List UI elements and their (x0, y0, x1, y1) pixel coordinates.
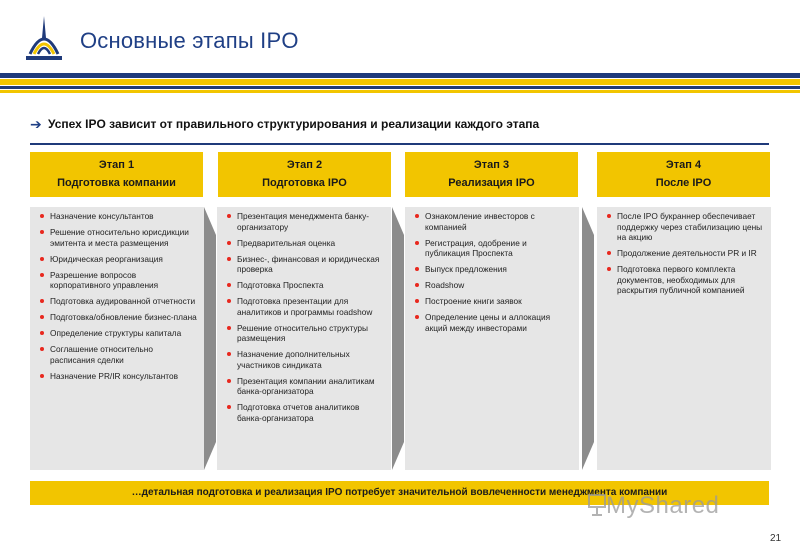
stage-title: После IPO (655, 177, 712, 189)
watermark: MyShared (606, 492, 720, 519)
list-item: Определение цены и аллокация акций между инвесторами (415, 312, 573, 333)
list-item: Построение книги заявок (415, 296, 573, 307)
header-stripe-yellow-thin (0, 90, 800, 93)
list-item: Решение относительно юрисдикции эмитента и места размещения (40, 227, 198, 248)
list-item: Подготовка первого комплекта документов, необходимых для раскрытия публичной компанией (607, 264, 765, 296)
list-item: Подготовка/обновление бизнес-плана (40, 312, 198, 323)
list-item: Подготовка презентации для аналитиков и программы roadshow (227, 296, 385, 317)
list-item: Подготовка Проспекта (227, 280, 385, 291)
list-item: Назначение консультантов (40, 211, 198, 222)
stage-title: Реализация IPO (448, 177, 535, 189)
page-number: 21 (770, 533, 782, 544)
list-item: Определение структуры капитала (40, 328, 198, 339)
list-item: Соглашение относительно расписания сделки (40, 344, 198, 365)
list-item: Презентация компании аналитикам банка-организатора (227, 376, 385, 397)
arrow-right-icon: ➔ (30, 116, 42, 132)
stage-1-tasks (30, 207, 204, 470)
list-item: Продолжение деятельности PR и IR (607, 248, 765, 259)
list-item: Решение относительно структуры размещения (227, 323, 385, 344)
list-item: Выпуск предложения (415, 264, 573, 275)
list-item: Регистрация, одобрение и публикация Проспекта (415, 238, 573, 259)
chevron-right-icon (204, 207, 216, 470)
headline: Успех IPO зависит от правильного структурирования и реализации каждого этапа (48, 117, 540, 131)
divider (30, 143, 769, 145)
list-item: Назначение PR/IR консультантов (40, 371, 198, 382)
list-item: Бизнес-, финансовая и юридическая проверка (227, 254, 385, 275)
stage-1-header (30, 152, 203, 197)
header-stripe-blue-thin (0, 86, 800, 89)
stage-4-tasks (597, 207, 771, 470)
presentation-icon (588, 494, 606, 516)
company-logo (22, 14, 66, 66)
list-item: Ознакомление инвесторов с компанией (415, 211, 573, 232)
list-item: Подготовка аудированной отчетности (40, 296, 198, 307)
list-item: Предварительная оценка (227, 238, 385, 249)
stage-number: Этап 4 (665, 159, 702, 171)
stage-2-header (218, 152, 391, 197)
list-item: Подготовка отчетов аналитиков банка-организатора (227, 402, 385, 423)
stage-3-tasks (405, 207, 579, 470)
stage-title: Подготовка IPO (262, 177, 347, 189)
list-item: Назначение дополнительных участников синдиката (227, 349, 385, 370)
stage-number: Этап 3 (473, 159, 510, 171)
footer-banner: …детальная подготовка и реализация IPO потребует значительной вовлеченности менеджмента компании (30, 481, 769, 505)
stage-3-header (405, 152, 578, 197)
stage-title: Подготовка компании (57, 177, 176, 189)
header-stripe-yellow (0, 79, 800, 85)
list-item: Разрешение вопросов корпоративного управления (40, 270, 198, 291)
chevron-right-icon (582, 207, 594, 470)
stage-2-tasks (217, 207, 391, 470)
header-stripe-blue (0, 73, 800, 78)
list-item: Юридическая реорганизация (40, 254, 198, 265)
list-item: Roadshow (415, 280, 573, 291)
list-item: После IPO букраннер обеспечивает поддержку через стабилизацию цены на акцию (607, 211, 765, 243)
stage-number: Этап 2 (286, 159, 323, 171)
chevron-right-icon (392, 207, 404, 470)
stage-4-header (597, 152, 770, 197)
list-item: Презентация менеджмента банку-организатору (227, 211, 385, 232)
stage-number: Этап 1 (98, 159, 135, 171)
page-title: Основные этапы IPO (80, 28, 299, 53)
